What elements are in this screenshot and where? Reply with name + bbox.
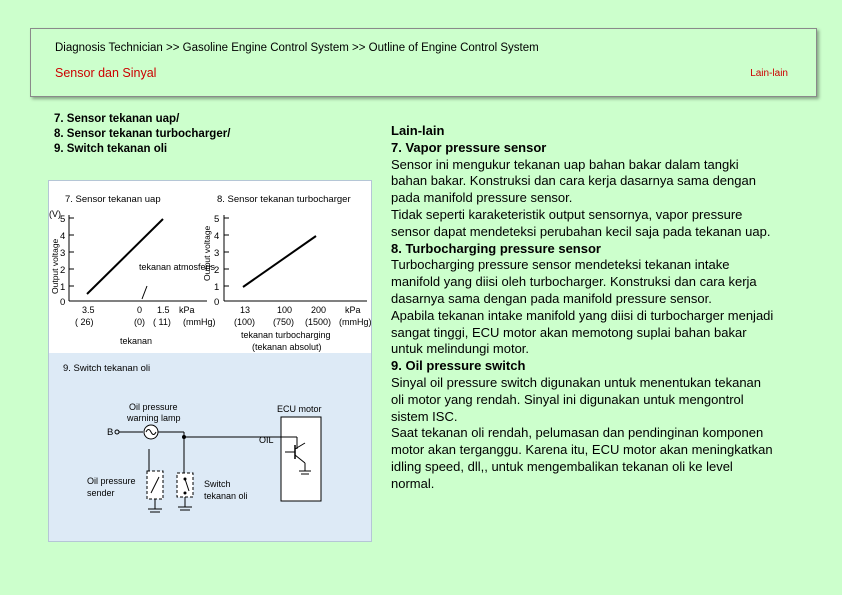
chart7-xunit-paren: (mmHg) xyxy=(183,317,216,327)
chart8-ytick: 4 xyxy=(214,231,220,242)
sensor-diagram xyxy=(49,181,371,541)
section-7-line: bahan bakar. Konstruksi dan cara kerja dasarnya sama dengan xyxy=(391,173,756,189)
unit-volt-label: (V) xyxy=(49,209,61,219)
chart8-title: 8. Sensor tekanan turbocharger xyxy=(217,194,351,205)
section-8-line: Turbocharging pressure sensor mendeteksi tekanan intake xyxy=(391,257,730,273)
section-9-line: idling speed, dll,, untuk mengembalikan tekanan oli ke level xyxy=(391,458,733,474)
switch-title: 9. Switch tekanan oli xyxy=(63,363,151,374)
chart7-ytick: 0 xyxy=(60,297,66,308)
section-7-line: Tidak seperti karaketeristik output sensornya, vapor pressure xyxy=(391,206,743,222)
chart7-xtick: 0 xyxy=(137,305,143,315)
figure-title xyxy=(54,112,230,157)
chart8-ytick: 0 xyxy=(214,297,220,308)
chart8-ylabel: Output voltage xyxy=(202,225,212,281)
chart7-xunit: kPa xyxy=(179,305,195,315)
chart7-ytick: 5 xyxy=(60,214,66,225)
description-heading: Lain-lain xyxy=(391,123,445,138)
section-9-line: Saat tekanan oli rendah, pelumasan dan pendinginan komponen xyxy=(391,425,764,441)
section-9-line: sistem ISC. xyxy=(391,408,458,424)
chart8-xunit-paren: (mmHg) xyxy=(339,317,371,327)
sender-label-1: Oil pressure xyxy=(87,476,136,486)
lain-lain-link[interactable]: Lain-lain xyxy=(750,68,788,79)
chart7-xlabel: tekanan xyxy=(120,336,153,346)
chart7-ylabel: Output voltage xyxy=(50,238,60,294)
section-7-line: pada manifold pressure sensor. xyxy=(391,190,573,206)
chart8-ytick: 3 xyxy=(214,248,220,259)
section-7-line: Sensor ini mengukur tekanan uap bahan bakar dalam tangki xyxy=(391,156,739,172)
chart8-ytick: 1 xyxy=(214,282,220,293)
chart7-xtick-paren: (0) xyxy=(134,317,145,327)
chart8-ytick: 5 xyxy=(214,214,220,225)
battery-label: B xyxy=(107,427,114,438)
chart7-ytick: 2 xyxy=(60,265,66,276)
section-9-line: normal. xyxy=(391,475,435,491)
lamp-label-2: warning lamp xyxy=(127,413,181,423)
section-8-line: untuk melindungi motor. xyxy=(391,341,530,357)
switch-label-2: tekanan oli xyxy=(204,491,248,501)
section-8-line: sangat tinggi, ECU motor akan memotong suplai bahan bakar xyxy=(391,324,747,340)
chart7-title: 7. Sensor tekanan uap xyxy=(65,194,161,205)
chart7-note: tekanan atmosferis xyxy=(139,262,216,272)
figure-title-line-1: 7. Sensor tekanan uap/ xyxy=(54,113,180,125)
section-9-line: Sinyal oil pressure switch digunakan untuk menentukan tekanan xyxy=(391,374,762,390)
chart8-xlabel: tekanan turbocharging xyxy=(241,330,331,340)
breadcrumb[interactable]: Diagnosis Technician >> Gasoline Engine Control System >> Outline of Engine Control System xyxy=(55,42,539,54)
chart8-xtick-paren: (100) xyxy=(234,317,256,327)
sensor-figure xyxy=(48,180,372,542)
section-9-line: oli motor yang rendah. Sinyal ini digunakan untuk mengontrol xyxy=(391,391,744,407)
section-9-line: motor akan terganggu. Karena itu, ECU motor akan meningkatkan xyxy=(391,442,773,458)
chart7-xtick-paren: ( 26) xyxy=(75,317,94,327)
section-7-title: 7. Vapor pressure sensor xyxy=(391,139,547,155)
section-8-line: Apabila tekanan intake manifold yang diisi di turbocharger menjadi xyxy=(391,307,774,323)
figure-title-line-2: 8. Sensor tekanan turbocharger/ xyxy=(54,128,231,140)
description-text xyxy=(391,123,811,493)
switch-label-1: Switch xyxy=(204,479,231,489)
ecu-box xyxy=(281,417,321,501)
chart7-xtick: 1.5 xyxy=(157,305,170,315)
section-9-title: 9. Oil pressure switch xyxy=(391,358,526,374)
section-title: Sensor dan Sinyal xyxy=(55,66,157,80)
lamp-label-1: Oil pressure xyxy=(129,402,178,412)
chart7-ytick: 1 xyxy=(60,282,66,293)
chart8-xtick: 100 xyxy=(277,305,293,315)
chart8-xunit: kPa xyxy=(345,305,361,315)
chart8-xtick-paren: (1500) xyxy=(305,317,332,327)
oil-label: OIL xyxy=(259,435,274,445)
section-7-line: sensor dapat mendeteksi perubahan kecil saja pada tekanan uap. xyxy=(391,223,771,239)
chart8-xtick-paren: (750) xyxy=(273,317,295,327)
battery-terminal xyxy=(115,430,119,434)
figure-title-line-3: 9. Switch tekanan oli xyxy=(54,143,168,155)
chart8-xlabel2: (tekanan absolut) xyxy=(252,342,322,352)
ecu-label: ECU motor xyxy=(277,404,322,414)
chart8-ytick: 2 xyxy=(214,265,220,276)
section-8-title: 8. Turbocharging pressure sensor xyxy=(391,240,601,256)
chart8-xtick: 13 xyxy=(240,305,251,315)
chart7-xtick-paren: ( 11) xyxy=(153,317,171,327)
section-8-line: dasarnya sama dengan pada manifold pressure sensor. xyxy=(391,290,712,306)
sender-label-2: sender xyxy=(87,488,115,498)
header-box xyxy=(30,28,817,97)
section-8-line: manifold yang diisi oleh turbocharger. Konstruksi dan cara kerja xyxy=(391,274,757,290)
chart7-ytick: 4 xyxy=(60,231,66,242)
chart7-xtick: 3.5 xyxy=(82,305,95,315)
chart7-ytick: 3 xyxy=(60,248,66,259)
chart8-xtick: 200 xyxy=(311,305,327,315)
